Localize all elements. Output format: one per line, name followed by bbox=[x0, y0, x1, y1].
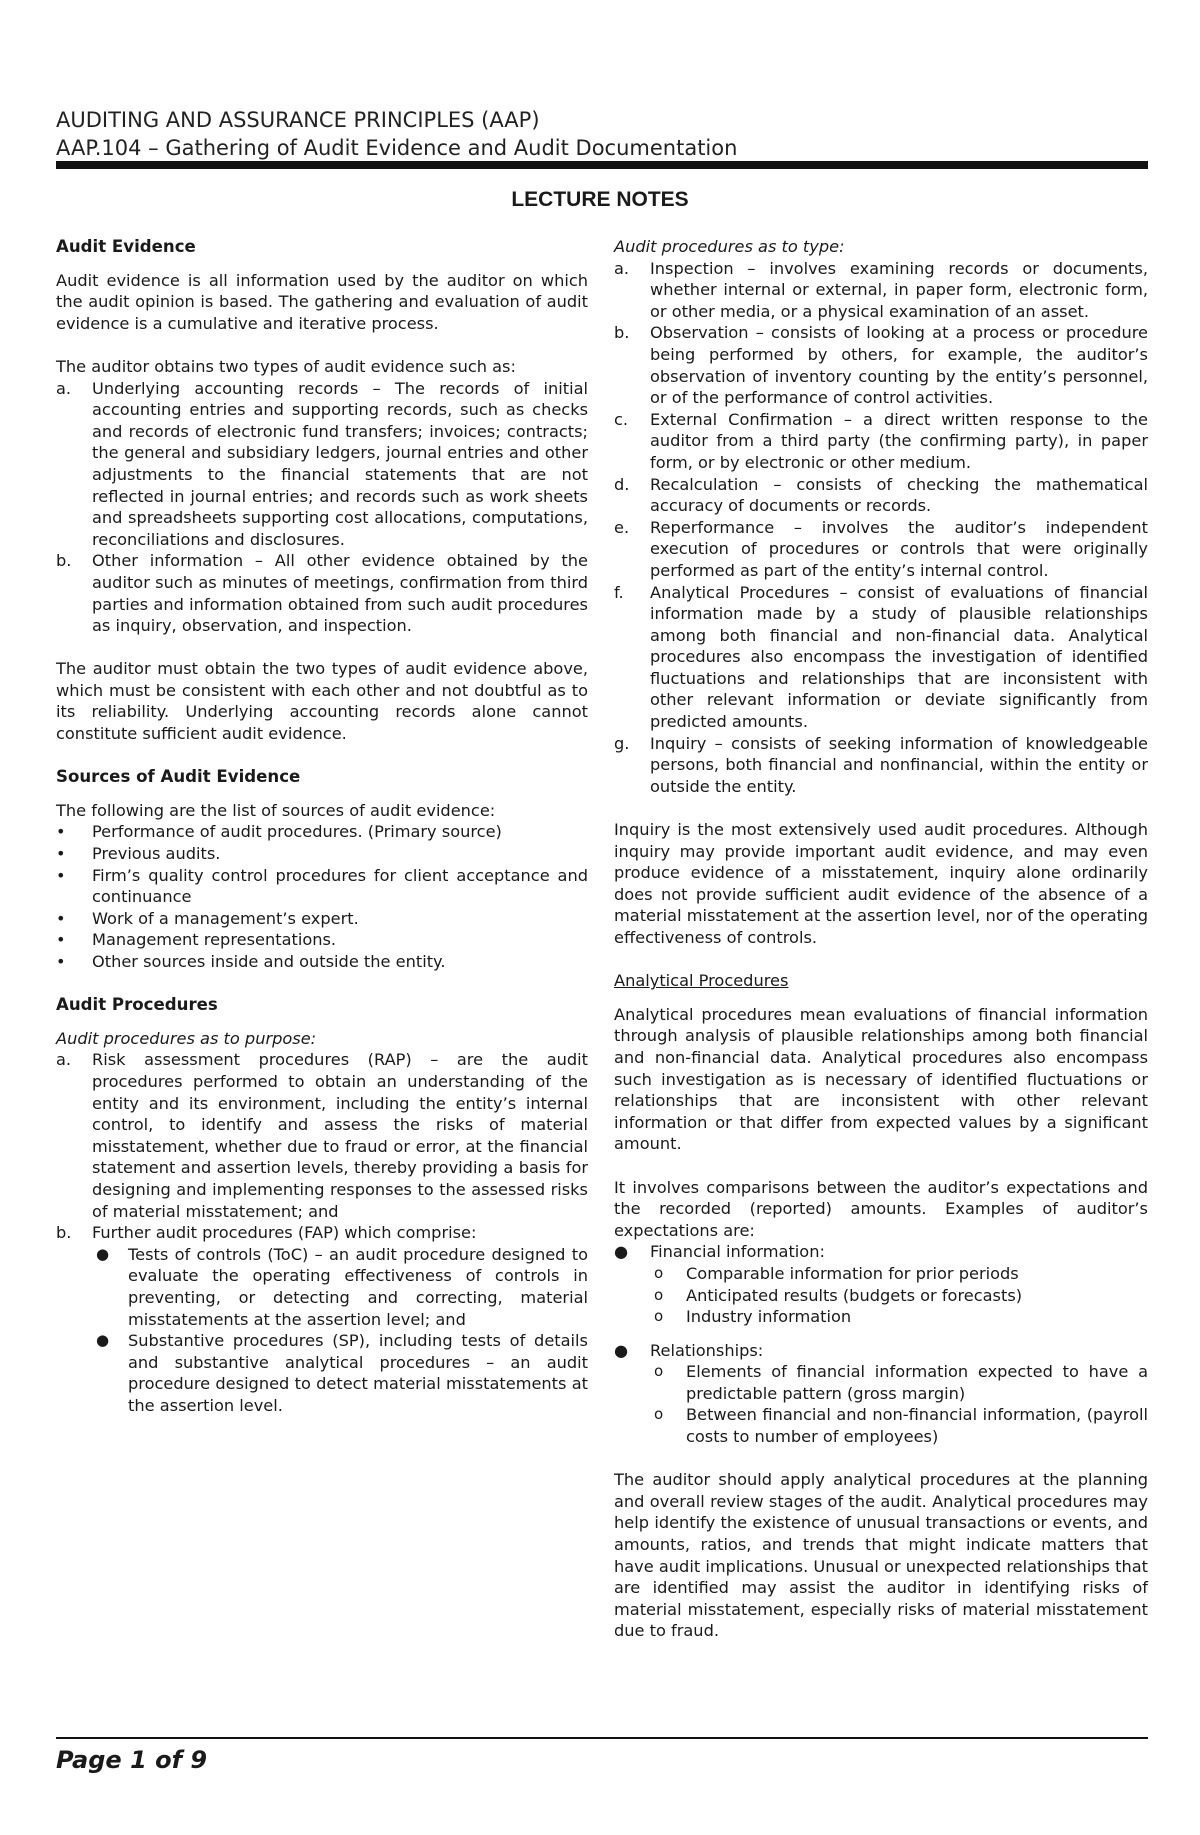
list-item: ● Financial information: o Comparable information for prior periods o Anticipated results (budgets or forecasts) o Industry information bbox=[614, 1241, 1148, 1327]
footer-rule bbox=[56, 1737, 1148, 1739]
list-item: e. Reperformance – involves the auditor’s independent execution of procedures or controls that were originally performed as part of the entity’s internal control. bbox=[614, 517, 1148, 580]
bullet-icon: ● bbox=[614, 1340, 629, 1360]
list-item: o Elements of financial information expected to have a predictable pattern (gross margin) bbox=[654, 1362, 1148, 1403]
evidence-types-list bbox=[56, 378, 588, 637]
bullet-icon: ● bbox=[614, 1242, 629, 1262]
heading-audit-procedures: Audit Procedures bbox=[56, 995, 218, 1015]
heading-analytical-procedures: Analytical Procedures bbox=[614, 971, 789, 991]
list-item: o Comparable information for prior periods bbox=[654, 1263, 1019, 1283]
list-item: b. Observation – consists of looking at a process or procedure being performed by others, for example, the auditor’s observation of inventory counting by the entity’s personnel, or of the performance of control activities. bbox=[614, 323, 1148, 408]
list-item: ● Tests of controls (ToC) – an audit procedure designed to evaluate the operating effectiveness of controls in preventing, or detecting and correcting, material misstatements at the assertion level; and bbox=[96, 1244, 588, 1329]
heading-audit-evidence: Audit Evidence bbox=[56, 237, 196, 256]
list-item: ● Substantive procedures (SP), including tests of details and substantive analytical procedures – an audit procedure designed to detect material misstatements at the assertion level. bbox=[96, 1331, 588, 1415]
list-item: • Firm’s quality control procedures for client acceptance and continuance bbox=[56, 865, 588, 907]
list-item: ● Relationships: o Elements of financial information expected to have a predictable pattern (gross margin) o Between financial and non-financial information, (payroll costs to number of employees) bbox=[614, 1340, 1148, 1447]
document-header bbox=[56, 106, 737, 162]
sources-list bbox=[56, 821, 588, 972]
list-item: g. Inquiry – consists of seeking information of knowledgeable persons, both financial and nonfinancial, within the entity or outside the entity. bbox=[614, 733, 1148, 796]
list-item: a. Underlying accounting records – The records of initial accounting entries and supporting records, such as checks and records of electronic fund transfers; invoices; contracts; the general and subsidiary ledgers, journal entries and other adjustments to the financial statements that are not reflected in journal entries; and records such as work sheets and spreadsheets supporting cost allocations, computations, reconciliations and disclosures. bbox=[56, 378, 588, 549]
list-item: • Previous audits. bbox=[56, 844, 221, 864]
paragraph: Inquiry is the most extensively used audit procedures. Although inquiry may provide important audit evidence, and may even produce evidence of a misstatement, inquiry alone ordinarily does not provide sufficient audit evidence of the absence of a material misstatement at the assertion level, nor of the operating effectiveness of controls. bbox=[614, 820, 1148, 947]
module-title: AAP.104 – Gathering of Audit Evidence and Audit Documentation bbox=[56, 136, 738, 160]
list-item: d. Recalculation – consists of checking the mathematical accuracy of documents or records. bbox=[614, 474, 1148, 516]
list-item: b. Other information – All other evidence obtained by the auditor such as minutes of meetings, confirmation from third parties and information obtained from such audit procedures as inquiry, observation, and inspection. bbox=[56, 551, 588, 636]
purpose-label: Audit procedures as to purpose: bbox=[56, 1028, 317, 1048]
page-number: Page 1 of 9 bbox=[56, 1746, 208, 1774]
financial-sublist bbox=[650, 1263, 1148, 1328]
list-item: a. Inspection – involves examining records or documents, whether internal or external, in paper form, electronic form, or other media, or a physical examination of an asset. bbox=[614, 258, 1148, 321]
paragraph: Analytical procedures mean evaluations of financial information through analysis of plausible relationships among both financial and non-financial data. Analytical procedures also encompass such investigation as is necessary of identified fluctuations or relationships that are inconsistent with other relevant information or that differ from expected values by a significant amount. bbox=[614, 1004, 1148, 1154]
type-list bbox=[614, 258, 1148, 798]
header-rule bbox=[56, 161, 1148, 169]
list-item: • Management representations. bbox=[56, 930, 337, 950]
list-item: o Industry information bbox=[654, 1307, 852, 1327]
page-title: LECTURE NOTES bbox=[511, 188, 689, 211]
list-item: • Work of a management’s expert. bbox=[56, 908, 359, 928]
list-item: a. Risk assessment procedures (RAP) – are the audit procedures performed to obtain an understanding of the entity and its environment, including the entity’s internal control, to identify and assess the risks of material misstatement, whether due to fraud or error, at the financial statement and assertion levels, thereby providing a basis for designing and implementing responses to the assessed risks of material misstatement; and bbox=[56, 1050, 588, 1221]
heading-sources: Sources of Audit Evidence bbox=[56, 767, 301, 787]
right-column bbox=[614, 236, 1148, 1642]
left-column bbox=[56, 236, 588, 1416]
type-label: Audit procedures as to type: bbox=[614, 237, 845, 256]
list-item: o Between financial and non-financial information, (payroll costs to number of employees) bbox=[654, 1405, 1148, 1447]
fap-sublist bbox=[92, 1244, 588, 1417]
course-title: AUDITING AND ASSURANCE PRINCIPLES (AAP) bbox=[56, 108, 540, 132]
list-item: • Other sources inside and outside the entity. bbox=[56, 952, 446, 971]
list-item: c. External Confirmation – a direct written response to the auditor from a third party (the confirming party), in paper form, or by electronic or other medium. bbox=[614, 409, 1148, 472]
paragraph: The auditor should apply analytical procedures at the planning and overall review stages of the audit. Analytical procedures may help identify the existence of unusual transactions or events, and amounts, ratios, and trends that might indicate matters that have audit implications. Unusual or unexpected relationships that are identified may assist the auditor in identifying risks of material misstatement, especially risks of material misstatement due to fraud. bbox=[614, 1470, 1148, 1641]
list-item: o Anticipated results (budgets or forecasts) bbox=[654, 1285, 1023, 1305]
list-item: f. Analytical Procedures – consist of evaluations of financial information made by a study of plausible relationships among both financial and non-financial data. Analytical procedures also encompass the investigation of identified fluctuations and relationships that are inconsistent with other relevant information or deviate significantly from predicted amounts. bbox=[614, 582, 1148, 732]
paragraph: The auditor obtains two types of audit evidence such as: bbox=[56, 356, 516, 376]
list-item: • Performance of audit procedures. (Primary source) bbox=[56, 822, 502, 842]
paragraph: The auditor must obtain the two types of audit evidence above, which must be consistent with each other and not doubtful as to its reliability. Underlying accounting records alone cannot constitute sufficient audit evidence. bbox=[56, 659, 588, 744]
purpose-list bbox=[56, 1049, 588, 1416]
expectations-list bbox=[614, 1241, 1148, 1447]
paragraph: Audit evidence is all information used by the auditor on which the audit opinion is based. The gathering and evaluation of audit evidence is a cumulative and iterative process. bbox=[56, 270, 588, 333]
paragraph: The following are the list of sources of audit evidence: bbox=[56, 800, 496, 820]
list-item: b. Further audit procedures (FAP) which comprise: ● Tests of controls (ToC) – an audit procedure designed to evaluate the operating effectiveness of controls in preventing, or detecting and correcting, material misstatements at the assertion level; and ● Substantive procedures (SP), including tests of details and substantive analytical procedures – an audit procedure designed to detect material misstatements at the assertion level. bbox=[56, 1223, 588, 1415]
paragraph: It involves comparisons between the auditor’s expectations and the recorded (reported) amounts. Examples of auditor’s expectations are: bbox=[614, 1177, 1148, 1240]
relationships-sublist bbox=[650, 1361, 1148, 1447]
